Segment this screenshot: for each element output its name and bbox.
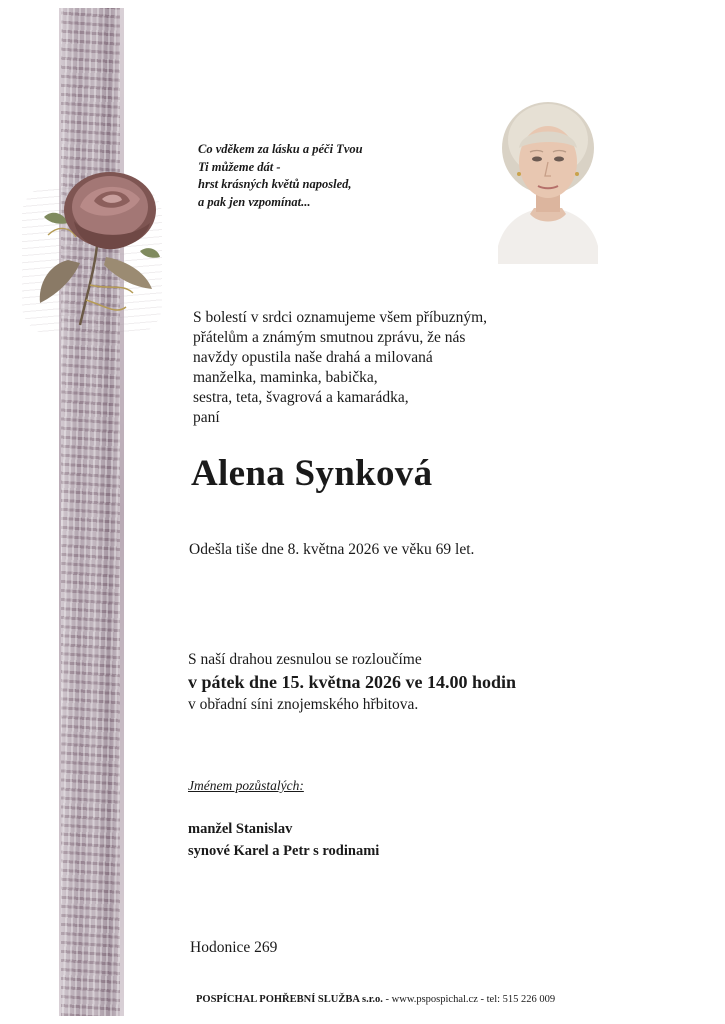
death-notice: Odešla tiše dne 8. května 2026 ve věku 69 let. bbox=[189, 541, 475, 558]
footer bbox=[196, 994, 555, 1005]
footer-contact: - www.pspospichal.cz - tel: 515 226 009 bbox=[382, 994, 556, 1005]
deceased-name: Alena Synková bbox=[191, 453, 433, 494]
survivor-entry: manžel Stanislav bbox=[188, 821, 293, 837]
survivor-entry: synové Karel a Petr s rodinami bbox=[188, 843, 380, 859]
poem-line: Ti můžeme dát - bbox=[198, 159, 281, 174]
ribbon-edge-right bbox=[120, 8, 124, 1016]
memorial-poem bbox=[198, 141, 428, 211]
farewell-date-time: v pátek dne 15. května 2026 ve 14.00 hodin bbox=[188, 672, 517, 692]
farewell-location: v obřadní síni znojemského hřbitova. bbox=[188, 696, 419, 713]
survivors-label: Jménem pozůstalých: bbox=[188, 778, 304, 793]
poem-line: a pak jen vzpomínat... bbox=[198, 194, 311, 209]
poem-line: hrst krásných květů naposled, bbox=[198, 177, 352, 191]
farewell-intro: S naší drahou zesnulou se rozloučíme bbox=[188, 651, 422, 668]
announcement-line: S bolestí v srdci oznamujeme všem příbuzným, bbox=[193, 309, 488, 326]
decorative-ribbon bbox=[61, 8, 121, 1016]
farewell-details bbox=[188, 649, 608, 715]
poem-line: Co vděkem za lásku a péči Tvou bbox=[198, 142, 363, 156]
announcement-line: paní bbox=[193, 409, 220, 426]
survivors-list bbox=[188, 818, 379, 862]
announcement-text bbox=[193, 308, 593, 428]
portrait-photo bbox=[492, 96, 604, 264]
announcement-line: navždy opustila naše drahá a milovaná bbox=[193, 349, 433, 366]
rose-icon bbox=[28, 165, 168, 330]
address: Hodonice 269 bbox=[190, 939, 278, 956]
footer-company: POSPÍCHAL POHŘEBNÍ SLUŽBA s.r.o. bbox=[196, 994, 383, 1005]
announcement-line: sestra, teta, švagrová a kamarádka, bbox=[193, 389, 409, 406]
announcement-line: manželka, maminka, babička, bbox=[193, 369, 378, 386]
announcement-line: přátelům a známým smutnou zprávu, že nás bbox=[193, 329, 466, 346]
